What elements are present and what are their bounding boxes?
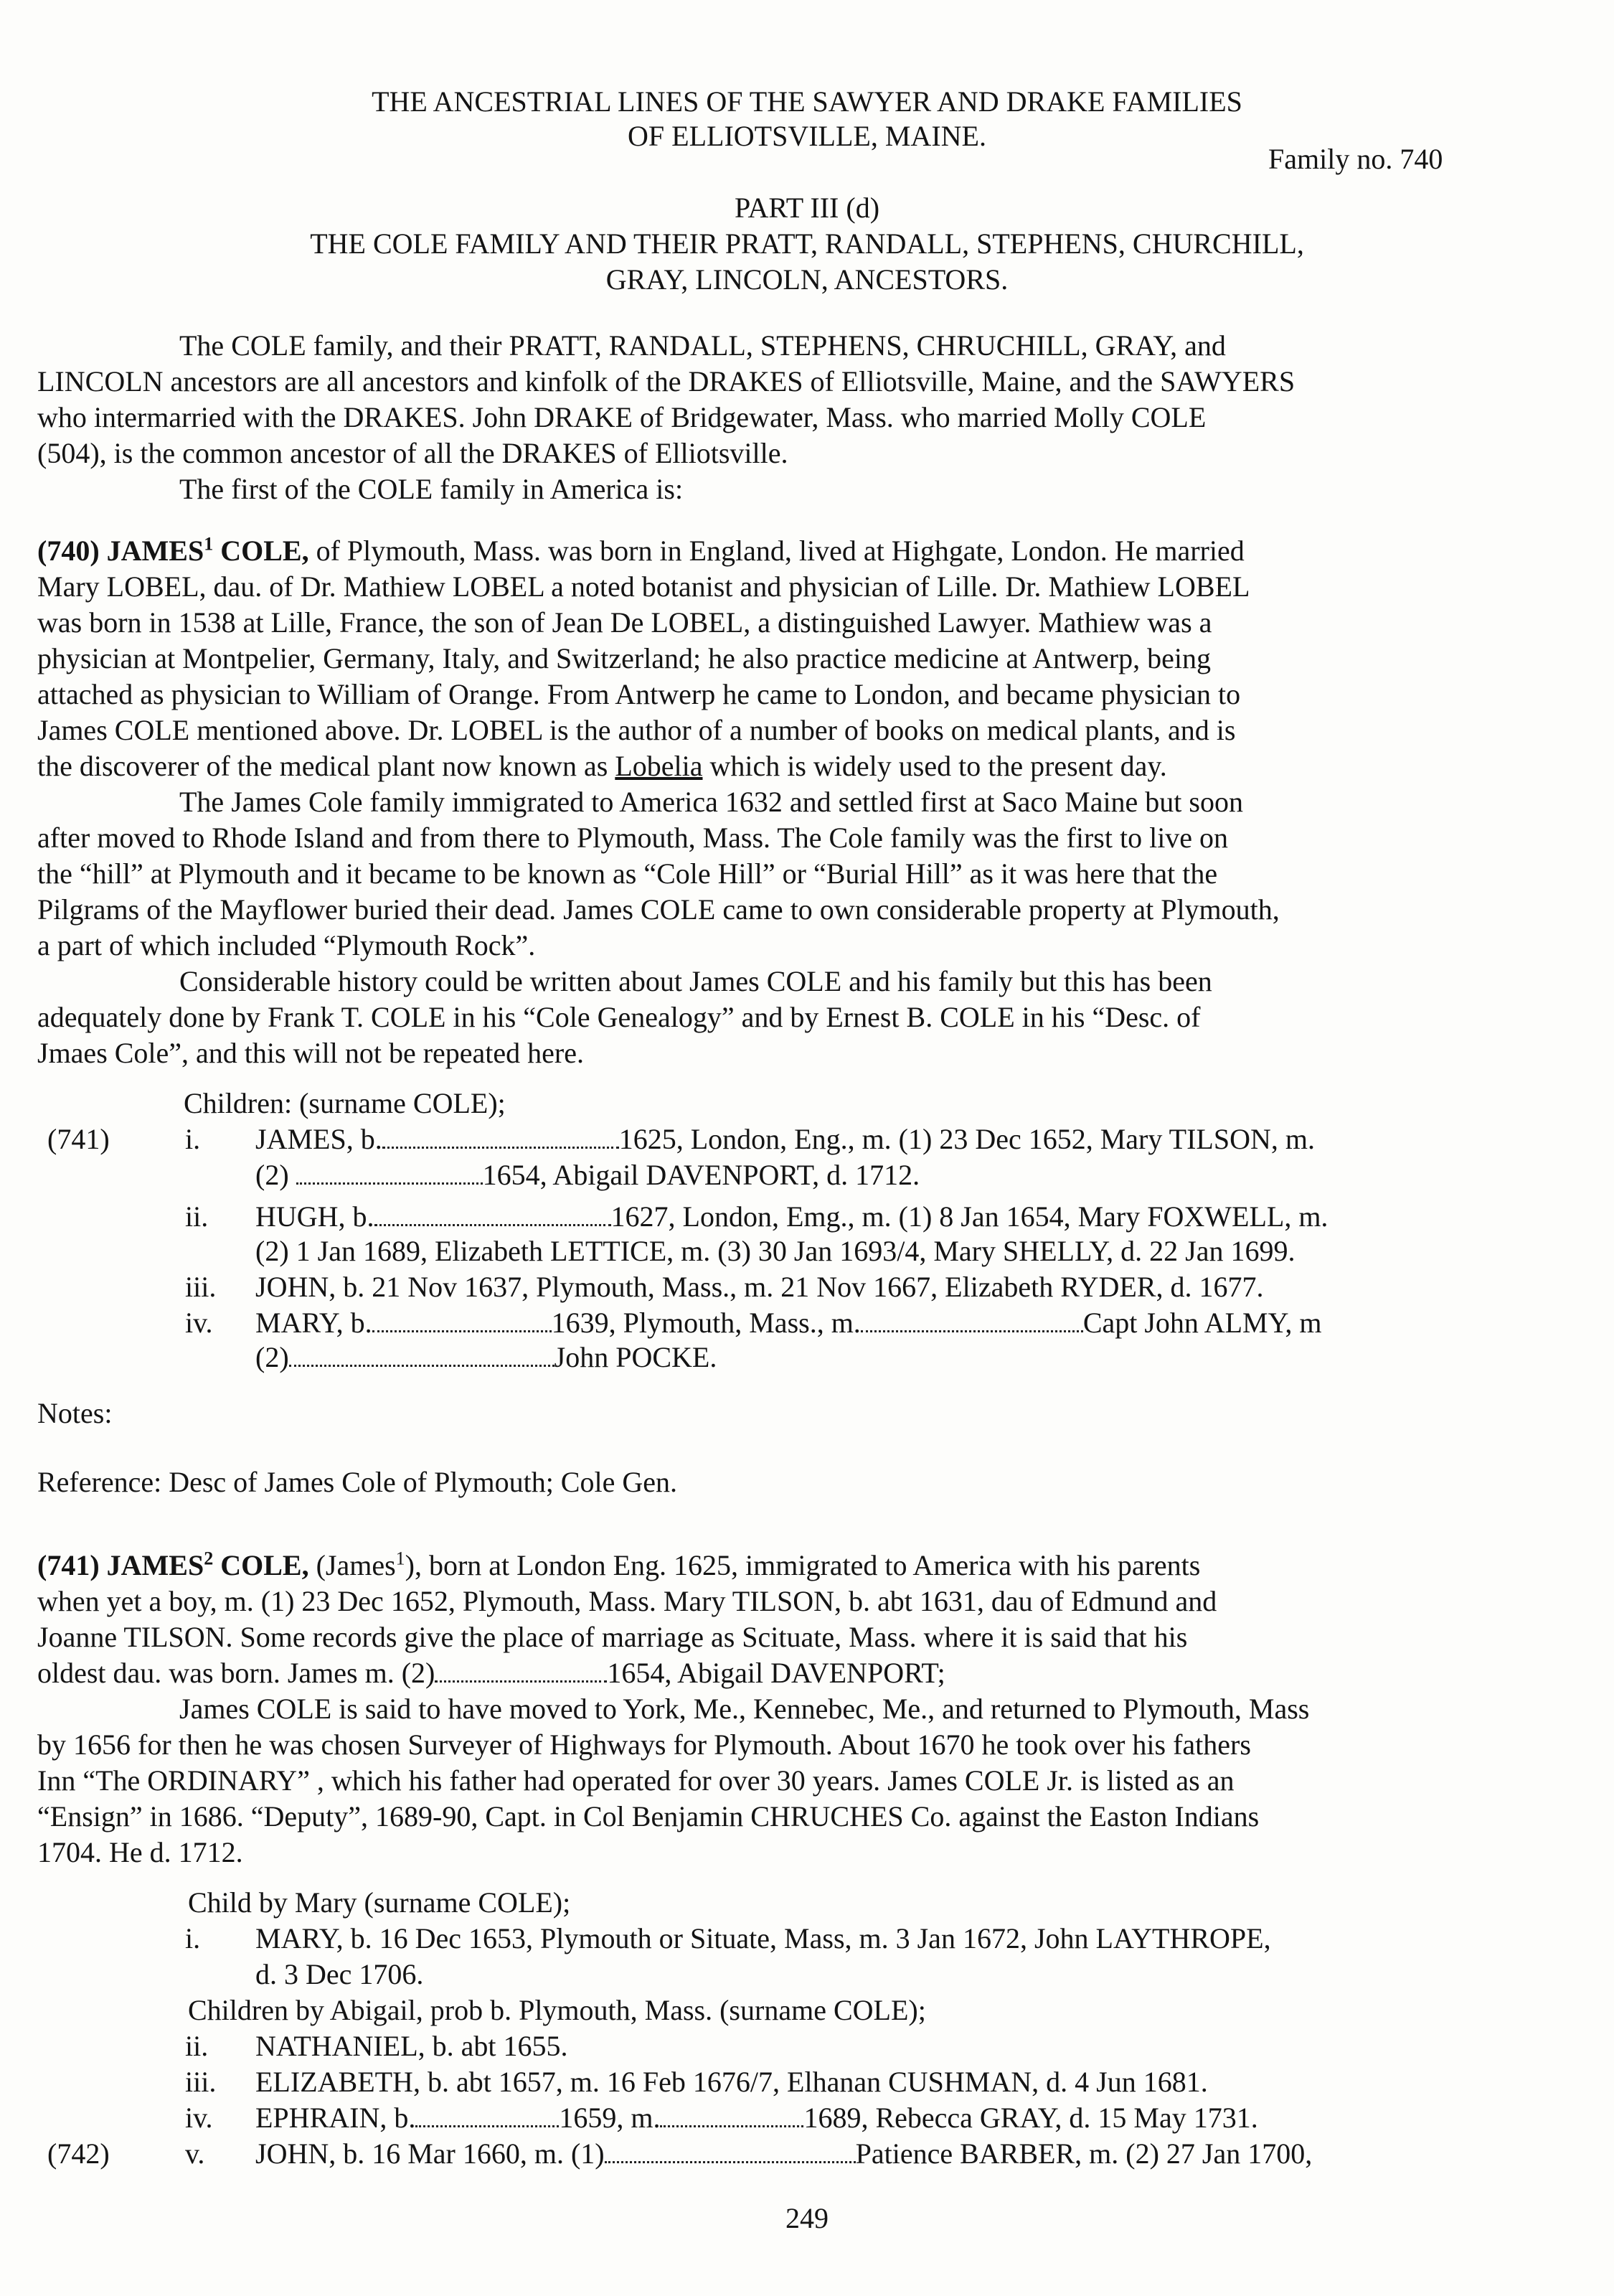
entry-text: JOHN, b. 16 Mar 1660, m. (1) — [255, 2137, 605, 2170]
entry-text: MARY, b. — [255, 1307, 372, 1339]
child-numeral: v. — [185, 2137, 205, 2170]
part-label: PART III (d) — [734, 192, 880, 224]
entry-740-para3-line: Considerable history could be written about James COLE and his family but this has been — [179, 965, 1212, 997]
family-number: Family no. 740 — [1268, 143, 1443, 175]
child-numeral: i. — [185, 1123, 201, 1155]
child-entry — [255, 2137, 1312, 2171]
blank-line — [372, 1325, 552, 1332]
blank-line — [605, 2155, 856, 2163]
page-title-line-1: THE ANCESTRIAL LINES OF THE SAWYER AND DRAKE FAMILIES — [372, 85, 1242, 118]
entry-text: Patience BARBER, m. (2) 27 Jan 1700, — [855, 2137, 1313, 2170]
entry-text: EPHRAIN, b. — [255, 2102, 416, 2134]
entry-741-para2-line: by 1656 for then he was chosen Surveyer of Highways for Plymouth. About 1670 he took over his fathers — [37, 1728, 1251, 1761]
entry-text: which is widely used to the present day. — [709, 750, 1167, 782]
entry-text: 1639, Plymouth, Mass., m. — [551, 1307, 861, 1339]
blank-line — [660, 2119, 803, 2127]
generation-superscript: 1 — [204, 533, 214, 555]
blank-line — [289, 1359, 554, 1367]
blank-line — [374, 1218, 611, 1226]
entry-741-line — [37, 1656, 945, 1690]
entry-text: (2) — [255, 1341, 289, 1373]
blank-line — [861, 1325, 1083, 1332]
lobelia-underlined: Lobelia — [615, 750, 703, 782]
child-numeral: iii. — [185, 1271, 217, 1303]
entry-text: the discoverer of the medical plant now known as — [37, 750, 608, 782]
child-entry-cont: (2) 1 Jan 1689, Elizabeth LETTICE, m. (3) 30 Jan 1693/4, Mary SHELLY, d. 22 Jan 1699. — [255, 1235, 1296, 1267]
child-entry — [255, 1122, 1315, 1157]
entry-text: 1689, Rebecca GRAY, d. 15 May 1731. — [803, 2102, 1258, 2134]
entry-text: ), born at London Eng. 1625, immigrated to America with his parents — [405, 1549, 1201, 1581]
entry-741-line: when yet a boy, m. (1) 23 Dec 1652, Plymouth, Mass. Mary TILSON, b. abt 1631, dau of Edmund and — [37, 1585, 1217, 1617]
child-numeral: ii. — [185, 1200, 209, 1233]
intro-line: The COLE family, and their PRATT, RANDALL, STEPHENS, CHRUCHILL, GRAY, and — [179, 329, 1226, 362]
page-number: 249 — [785, 2202, 829, 2234]
entry-740-para3-line: Jmaes Cole”, and this will not be repeated here. — [37, 1037, 584, 1069]
subtitle-line-2: GRAY, LINCOLN, ANCESTORS. — [605, 263, 1009, 296]
intro-line: The first of the COLE family in America is: — [179, 473, 684, 505]
entry-740-line: Mary LOBEL, dau. of Dr. Mathiew LOBEL a noted botanist and physician of Lille. Dr. Mathiew LOBEL — [37, 570, 1250, 603]
entry-741-line: Joanne TILSON. Some records give the place of marriage as Scituate, Mass. where it is said that his — [37, 1621, 1188, 1653]
entry-text: Capt John ALMY, m — [1082, 1307, 1322, 1339]
child-entry — [255, 1306, 1321, 1340]
intro-line: LINCOLN ancestors are all ancestors and kinfolk of the DRAKES of Elliotsville, Maine, and the SAWYERS — [37, 365, 1296, 397]
child-numeral: i. — [185, 1922, 201, 1954]
entry-740-heading — [37, 534, 1245, 568]
children-label: Child by Mary (surname COLE); — [188, 1886, 571, 1919]
entry-text: 1659, m. — [559, 2102, 661, 2134]
entry-text: HUGH, b. — [255, 1200, 374, 1233]
child-entry-cont — [255, 1158, 920, 1192]
child-entry — [255, 2101, 1258, 2135]
child-cross-ref: (741) — [47, 1123, 110, 1155]
child-entry-cont: d. 3 Dec 1706. — [255, 1958, 424, 1990]
intro-line: who intermarried with the DRAKES. John DRAKE of Bridgewater, Mass. who married Molly COLE — [37, 401, 1207, 433]
generation-superscript: 2 — [204, 1548, 214, 1569]
entry-740-line: was born in 1538 at Lille, France, the son of Jean De LOBEL, a distinguished Lawyer. Mathiew was a — [37, 606, 1212, 639]
entry-text: 1654, Abigail DAVENPORT, d. 1712. — [482, 1159, 920, 1191]
entry-text: 1625, London, Eng., m. (1) 23 Dec 1652, Mary TILSON, m. — [618, 1123, 1315, 1155]
entry-text: John POCKE. — [554, 1341, 717, 1373]
page-title-line-2: OF ELLIOTSVILLE, MAINE. — [628, 120, 986, 152]
child-numeral: iv. — [185, 1307, 213, 1339]
entry-740-para2-line: The James Cole family immigrated to America 1632 and settled first at Saco Maine but soon — [179, 786, 1243, 818]
entry-740-line: attached as physician to William of Orange. From Antwerp he came to London, and became physician to — [37, 678, 1241, 710]
entry-741-para2-line: 1704. He d. 1712. — [37, 1836, 243, 1868]
entry-text: (James — [316, 1549, 396, 1581]
entry-text: 1654, Abigail DAVENPORT; — [607, 1657, 945, 1689]
entry-740-line-lobelia — [37, 749, 1167, 784]
entry-740-line: physician at Montpelier, Germany, Italy, and Switzerland; he also practice medicine at Antwerp, being — [37, 642, 1211, 674]
blank-line — [415, 2119, 559, 2127]
child-name: JAMES, — [255, 1123, 354, 1155]
child-entry: ELIZABETH, b. abt 1657, m. 16 Feb 1676/7, Elhanan CUSHMAN, d. 4 Jun 1681. — [255, 2066, 1208, 2098]
child-entry: JOHN, b. 21 Nov 1637, Plymouth, Mass., m. 21 Nov 1667, Elizabeth RYDER, d. 1677. — [255, 1271, 1264, 1303]
child-entry: MARY, b. 16 Dec 1653, Plymouth or Situate, Mass, m. 3 Jan 1672, John LAYTHROPE, — [255, 1922, 1271, 1954]
child-numeral: ii. — [185, 2030, 209, 2062]
blank-line — [296, 1177, 483, 1185]
entry-740-line: James COLE mentioned above. Dr. LOBEL is the author of a number of books on medical plants, and is — [37, 714, 1236, 746]
entry-number: (741) — [37, 1549, 100, 1581]
person-surname: COLE, — [220, 1549, 309, 1581]
entry-741-para2-line: Inn “The ORDINARY” , which his father had operated for over 30 years. James COLE Jr. is listed as an — [37, 1764, 1235, 1797]
children-label: Children by Abigail, prob b. Plymouth, Mass. (surname COLE); — [188, 1994, 926, 2026]
entry-text: of Plymouth, Mass. was born in England, lived at Highgate, London. He married — [316, 535, 1245, 567]
person-name: JAMES — [106, 1549, 204, 1581]
entry-741-heading — [37, 1548, 1200, 1583]
notes-label: Notes: — [37, 1397, 113, 1429]
reference-line: Reference: Desc of James Cole of Plymouth; Cole Gen. — [37, 1466, 677, 1498]
person-name: JAMES — [106, 535, 204, 567]
child-numeral: iv. — [185, 2102, 213, 2134]
entry-740-para2-line: a part of which included “Plymouth Rock”. — [37, 929, 536, 961]
entry-741-para2-line: “Ensign” in 1686. “Deputy”, 1689-90, Capt. in Col Benjamin CHRUCHES Co. against the Easton Indians — [37, 1800, 1260, 1832]
subtitle-line-1: THE COLE FAMILY AND THEIR PRATT, RANDALL, STEPHENS, CHURCHILL, — [310, 227, 1304, 260]
child-entry: NATHANIEL, b. abt 1655. — [255, 2030, 568, 2062]
person-surname: COLE, — [220, 535, 309, 567]
child-numeral: iii. — [185, 2066, 217, 2098]
generation-superscript: 1 — [395, 1548, 405, 1569]
child-entry-cont — [255, 1340, 717, 1375]
child-entry — [255, 1200, 1328, 1234]
entry-text: b. — [360, 1123, 382, 1155]
entry-text: (2) — [255, 1159, 289, 1191]
entry-740-para2-line: Pilgrams of the Mayflower buried their dead. James COLE came to own considerable property at Plymouth, — [37, 893, 1280, 926]
children-label: Children: (surname COLE); — [184, 1087, 506, 1119]
entry-text: 1627, London, Emg., m. (1) 8 Jan 1654, Mary FOXWELL, m. — [610, 1200, 1329, 1233]
blank-line — [435, 1675, 607, 1683]
intro-line: (504), is the common ancestor of all the DRAKES of Elliotsville. — [37, 437, 788, 469]
child-cross-ref: (742) — [47, 2137, 110, 2170]
entry-740-para2-line: after moved to Rhode Island and from there to Plymouth, Mass. The Cole family was the first to live on — [37, 822, 1229, 854]
entry-740-para2-line: the “hill” at Plymouth and it became to be known as “Cole Hill” or “Burial Hill” as it was here that the — [37, 857, 1218, 890]
entry-number: (740) — [37, 535, 100, 567]
entry-741-para2-line: James COLE is said to have moved to York, Me., Kennebec, Me., and returned to Plymouth, Mass — [179, 1693, 1310, 1725]
entry-text: oldest dau. was born. James m. (2) — [37, 1657, 435, 1689]
blank-line — [382, 1141, 619, 1149]
entry-740-para3-line: adequately done by Frank T. COLE in his “Cole Genealogy” and by Ernest B. COLE in his “Desc. of — [37, 1001, 1201, 1033]
